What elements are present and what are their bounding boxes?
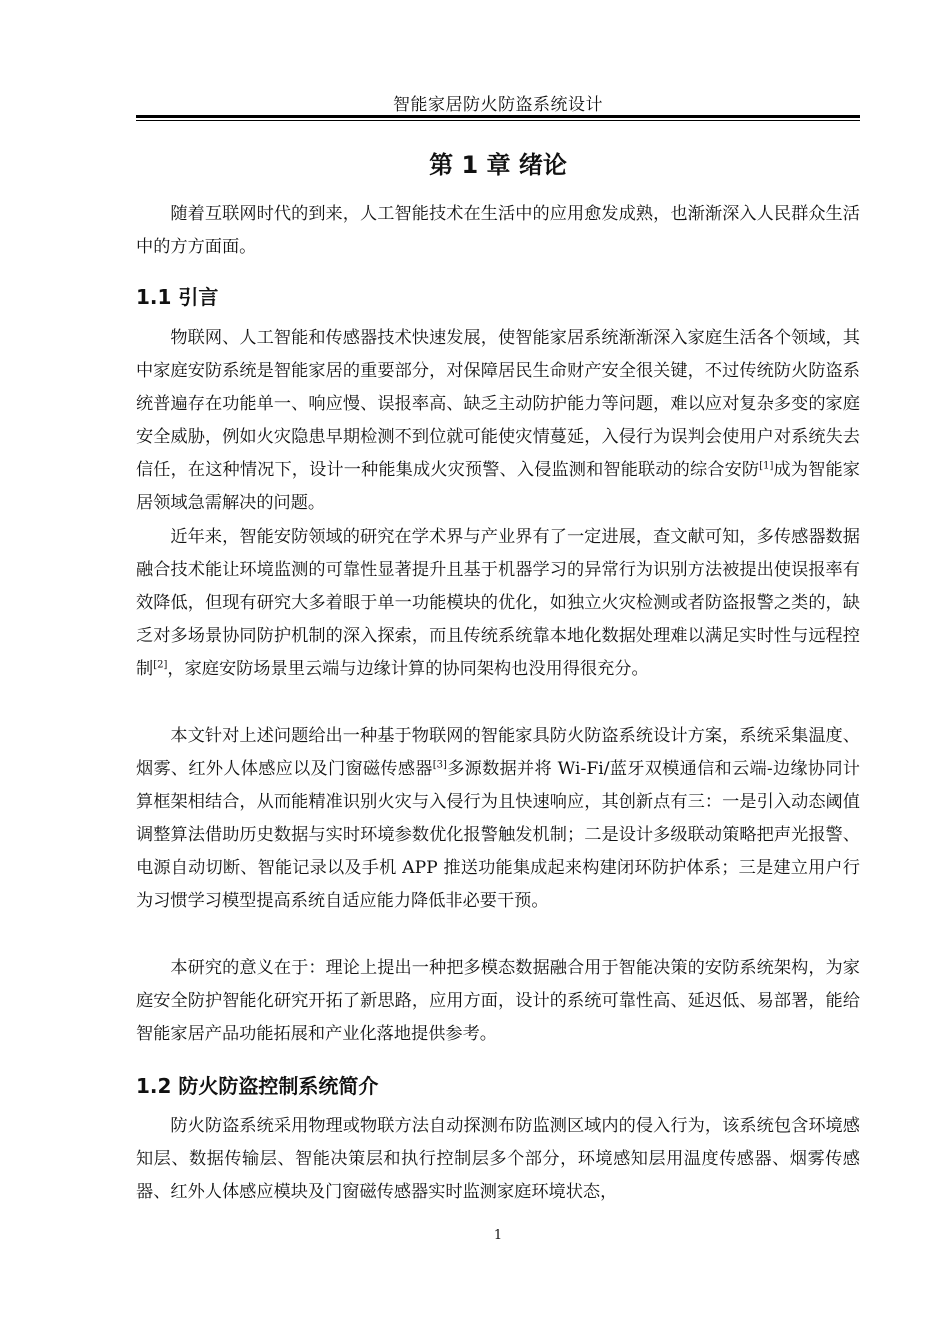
paragraph-text: 近年来，智能安防领域的研究在学术界与产业界有了一定进展，查文献可知，多传感器数据融合技术能让环境监测的可靠性显著提升且基于机器学习的异常行为识别方法被提出使误报率有效降低，但现有研究大多着眼于单一功能模块的优化，如独立火灾检测或者防盗报警之类的，缺乏对多场景协同防护机制的深入探索，而且传统系统靠本地化数据处理难以满足实时性与远程控制 — [136, 527, 860, 679]
paragraph-text: 成为智能家居领域急需解决的问题。 — [136, 460, 860, 513]
citation-marker: [2] — [153, 659, 168, 671]
section-1-1-paragraph-4: 本研究的意义在于：理论上提出一种把多模态数据融合用于智能决策的安防系统架构，为家庭安全防护智能化研究开拓了新思路，应用方面，设计的系统可靠性高、延迟低、易部署，能给智能家居产品功能拓展和产业化落地提供参考。 — [136, 958, 860, 1044]
section-heading-1-2: 1.2 防火防盗控制系统简介 — [136, 1074, 379, 1098]
paragraph-text: ，家庭安防场景里云端与边缘计算的协同架构也没用得很充分。 — [167, 659, 649, 679]
section-1-2-paragraph-1: 防火防盗系统采用物理或物联方法自动探测布防监测区域内的侵入行为，该系统包含环境感知层、数据传输层、智能决策层和执行控制层多个部分，环境感知层用温度传感器、烟雾传感器、红外人体感应模块及门窗磁传感器实时监测家庭环境状态， — [136, 1116, 860, 1202]
header-rule-thick — [136, 115, 860, 118]
section-1-1-paragraph-1 — [136, 322, 860, 520]
header-rule-thin — [136, 120, 860, 121]
running-header: 智能家居防火防盗系统设计 — [393, 95, 603, 115]
section-heading-1-1: 1.1 引言 — [136, 285, 219, 309]
citation-marker: [1] — [759, 460, 774, 472]
citation-marker: [3] — [432, 759, 447, 771]
section-1-1-paragraph-3 — [136, 720, 860, 918]
paragraph-text: 本文针对上述问题给出一种基于物联网的智能家具防火防盗系统设计方案，系统采集温度、烟雾、红外人体感应以及门窗磁传感器 — [136, 726, 860, 779]
paragraph-text: 物联网、人工智能和传感器技术快速发展，使智能家居系统渐渐深入家庭生活各个领域，其中家庭安防系统是智能家居的重要部分，对保障居民生命财产安全很关键，不过传统防火防盗系统普遍存在功能单一、响应慢、误报率高、缺乏主动防护能力等问题，难以应对复杂多变的家庭安全威胁，例如火灾隐患早期检测不到位就可能使灾情蔓延，入侵行为误判会使用户对系统失去信任，在这种情况下，设计一种能集成火灾预警、入侵监测和智能联动的综合安防 — [136, 328, 860, 480]
chapter-title: 第 1 章 绪论 — [429, 151, 567, 179]
page-number: 1 — [493, 1228, 503, 1243]
section-1-1-paragraph-2 — [136, 521, 860, 686]
chapter-intro-paragraph: 随着互联网时代的到来，人工智能技术在生活中的应用愈发成熟，也渐渐深入人民群众生活中的方方面面。 — [136, 204, 860, 257]
paragraph-text: 多源数据并将 Wi-Fi/蓝牙双模通信和云端-边缘协同计算框架相结合，从而能精准识别火灾与入侵行为且快速响应，其创新点有三：一是引入动态阈值调整算法借助历史数据与实时环境参数优化报警触发机制；二是设计多级联动策略把声光报警、电源自动切断、智能记录以及手机 APP 推送功能集成起来构建闭环防护体系；三是建立用户行为习惯学习模型提高系统自适应能力降低非必要干预。 — [136, 759, 860, 911]
